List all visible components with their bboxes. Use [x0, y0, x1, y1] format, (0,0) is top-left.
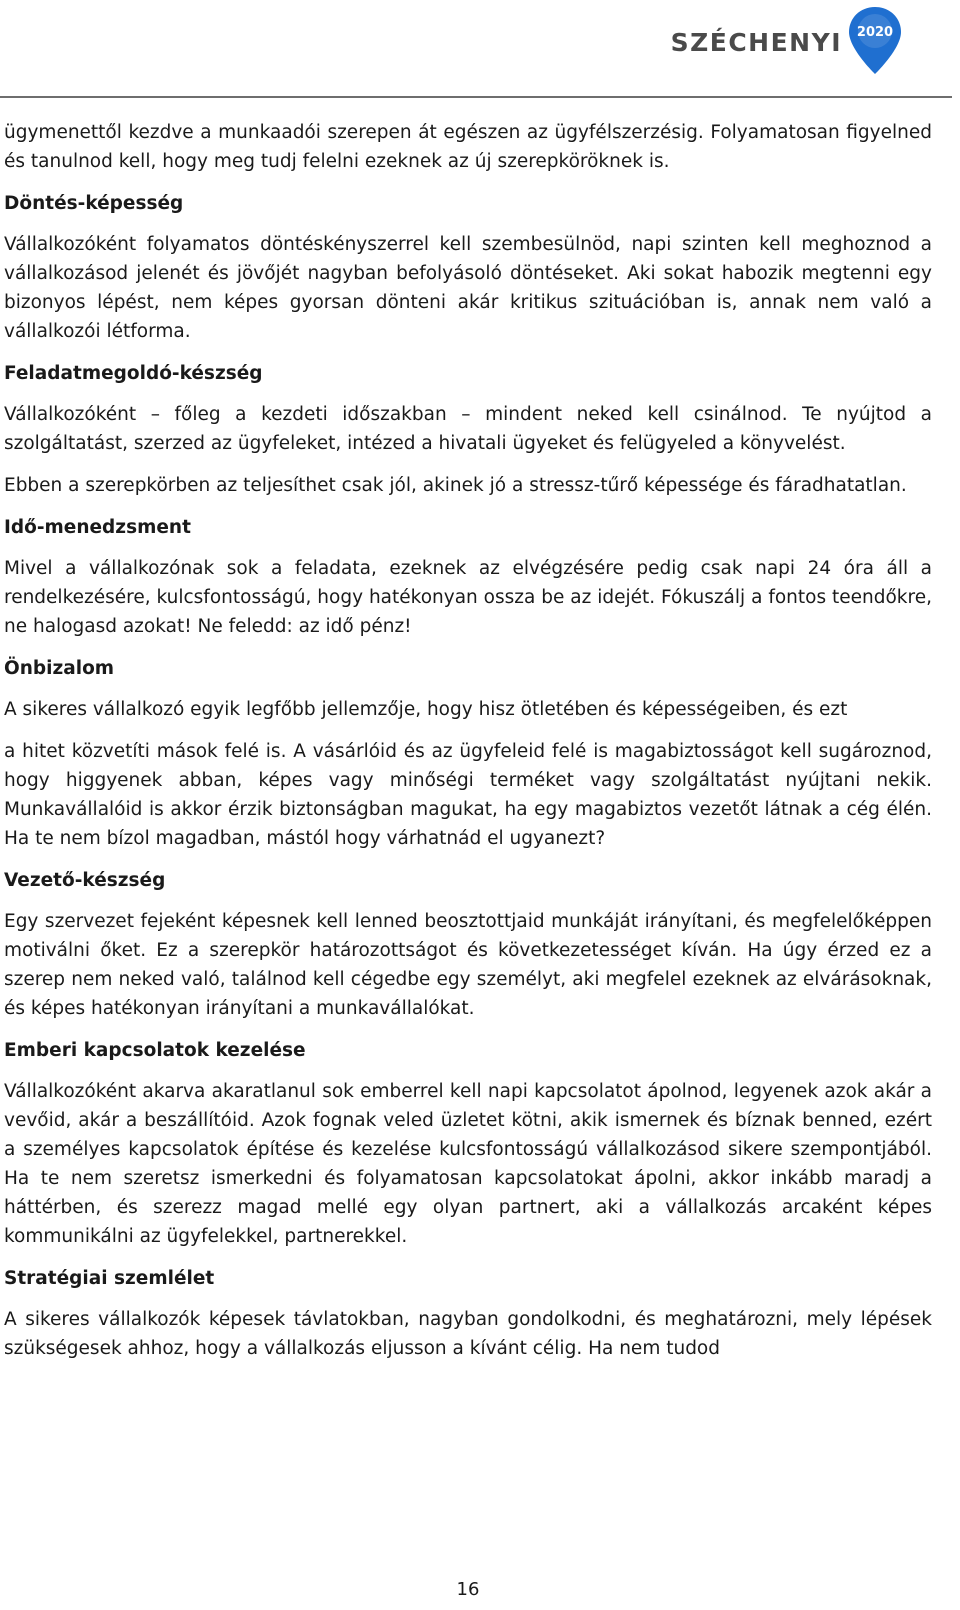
paragraph: Vállalkozóként – főleg a kezdeti időszakban – mindent neked kell csinálnod. Te nyújtod a szolgáltatást, szerzed az ügyfeleket, intézed a hivatali ügyeket és felügyeled a könyvelést. [4, 404, 932, 454]
paragraph: A sikeres vállalkozók képesek távlatokban, nagyban gondolkodni, és meghatározni, mely lépések szükségesek ahhoz, hogy a vállalkozás eljusson a kívánt célig. Ha nem tudod [4, 1309, 932, 1359]
logo-text: SZÉCHENYI [670, 27, 842, 57]
paragraph: a hitet közvetíti mások felé is. A vásárlóid és az ügyfeleid felé is magabiztosságot kell sugároznod, hogy higgyenek abban, képes vagy minőségi terméket vagy szolgáltatást nyújtani nekik. Munkavállalóid is akkor érzik biztonságban magukat, ha egy magabiztos vezetőt látnak a cég élén. Ha te nem bízol magadban, mástól hogy várhatnád el ugyanezt? [4, 741, 932, 849]
document-body [4, 118, 932, 1376]
paragraph: Egy szervezet fejeként képesnek kell lenned beosztottjaid munkáját irányítani, és megfelelőképpen motiválni őket. Ez a szerepkör határozottságot és következetességet kíván. Ha úgy érzed ez a szerep nem neked való, találnod kell cégedbe egy személyt, aki megfelel ezeknek az elvárásoknak, és képes hatékonyan irányítani a munkavállalókat. [4, 911, 932, 1019]
page-number: 16 [456, 1579, 480, 1600]
section-heading: Emberi kapcsolatok kezelése [4, 1040, 306, 1061]
section-heading: Vezető-készség [4, 870, 166, 891]
section-heading: Önbizalom [4, 658, 115, 679]
section-heading: Idő-menedzsment [4, 517, 191, 538]
section-heading: Stratégiai szemlélet [4, 1268, 215, 1289]
section-heading: Feladatmegoldó-készség [4, 363, 263, 384]
paragraph: Vállalkozóként folyamatos döntéskényszerrel kell szembesülnöd, napi szinten kell meghoznod a vállalkozásod jelenét és jövőjét nagyban befolyásoló döntéseket. Aki sokat habozik megtenni egy bizonyos lépést, nem képes gyorsan dönteni akár kritikus szituációban is, annak nem való a vállalkozói létforma. [4, 234, 932, 342]
section-heading: Döntés-képesség [4, 193, 184, 214]
szechenyi-2020-logo [671, 4, 904, 76]
header-rule [0, 96, 952, 98]
page-header [0, 0, 960, 100]
paragraph: Vállalkozóként akarva akaratlanul sok emberrel kell napi kapcsolatot ápolnod, legyenek azok akár a vevőid, akár a beszállítóid. Azok fognak veled üzletet kötni, akik ismernek és bíznak benned, ezért a személyes kapcsolatok építése és kezelése kulcsfontosságú vállalkozásod sikere szempontjából. Ha te nem szeretsz ismerkedni és folyamatosan kapcsolatokat ápolni, akkor inkább maradj a háttérben, és szerezz magad mellé egy olyan partnert, aki a vállalkozás arcaként képes kommunikálni az ügyfelekkel, partnerekkel. [4, 1081, 932, 1247]
paragraph: ügymenettől kezdve a munkaadói szerepen át egészen az ügyfélszerzésig. Folyamatosan figyelned és tanulnod kell, hogy meg tudj felelni ezeknek az új szerepköröknek is. [4, 122, 932, 172]
logo-year: 2020 [856, 25, 894, 40]
paragraph: A sikeres vállalkozó egyik legfőbb jellemzője, hogy hisz ötletében és képességeiben, és ezt [4, 699, 848, 720]
paragraph: Ebben a szerepkörben az teljesíthet csak jól, akinek jó a stressz-tűrő képessége és fáradhatatlan. [4, 475, 907, 496]
map-pin-icon [846, 4, 904, 76]
paragraph: Mivel a vállalkozónak sok a feladata, ezeknek az elvégzésére pedig csak napi 24 óra áll a rendelkezésére, kulcsfontosságú, hogy hatékonyan ossza be az idejét. Fókuszálj a fontos teendőkre, ne halogasd azokat! Ne feledd: az idő pénz! [4, 558, 932, 637]
